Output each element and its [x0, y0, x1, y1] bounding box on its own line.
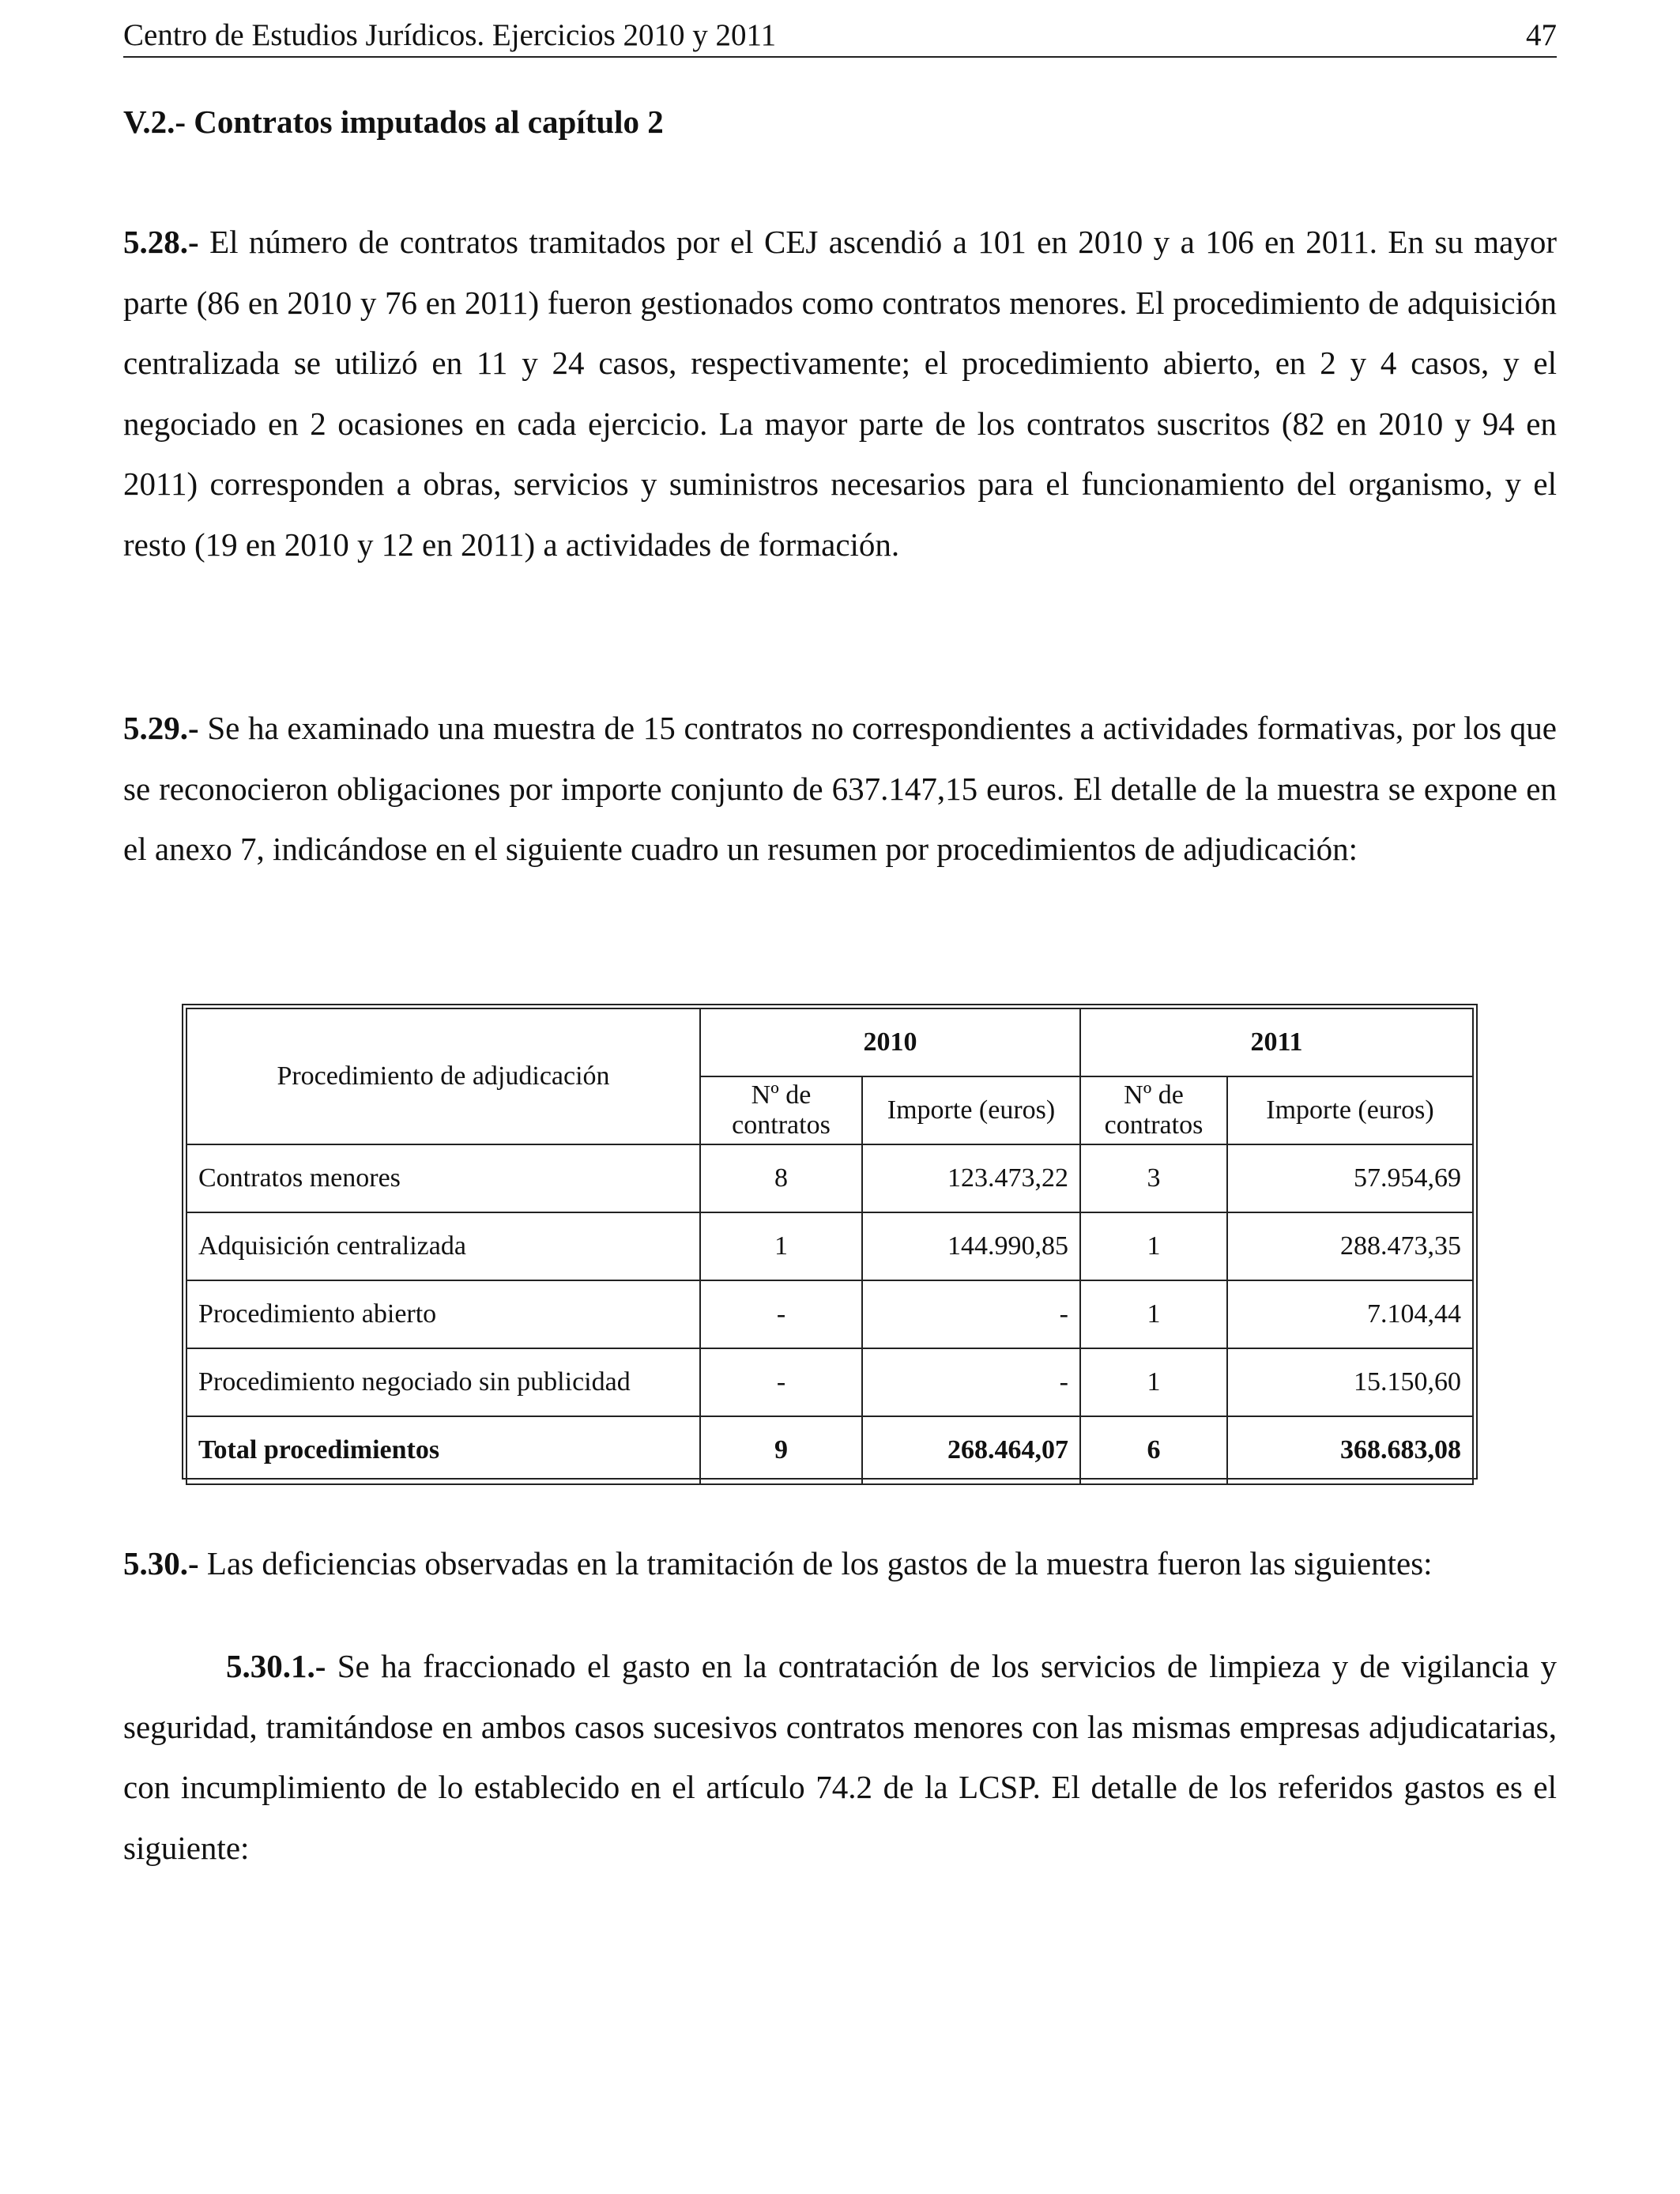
cell-amount-2010: - — [862, 1348, 1080, 1416]
cell-count-2011: 1 — [1080, 1280, 1227, 1348]
running-header — [123, 16, 1557, 58]
row-label: Adquisición centralizada — [186, 1212, 700, 1280]
summary-table-frame — [182, 1004, 1478, 1480]
paragraph-5-29 — [123, 698, 1557, 880]
total-count-2010: 9 — [700, 1416, 862, 1484]
cell-count-2010: 1 — [700, 1212, 862, 1280]
header-count-line2: contratos — [732, 1110, 831, 1140]
paragraph-number: 5.30.1.- — [226, 1648, 326, 1684]
total-label: Total procedimientos — [186, 1416, 700, 1484]
table-row — [186, 1280, 1473, 1348]
page-number: 47 — [1526, 18, 1557, 52]
row-label: Procedimiento abierto — [186, 1280, 700, 1348]
cell-amount-2010: - — [862, 1280, 1080, 1348]
table-row — [186, 1144, 1473, 1212]
cell-count-2010: 8 — [700, 1144, 862, 1212]
table-header-row — [186, 1008, 1473, 1076]
table-row — [186, 1348, 1473, 1416]
paragraph-text: Se ha examinado una muestra de 15 contratos no correspondientes a actividades formativas, por los que se reconocieron obligaciones por importe conjunto de 637.147,15 euros. El detalle de la muestra se expone en el anexo 7, indicándose en el siguiente cuadro un resumen por procedimientos de adjudicación: — [123, 710, 1557, 867]
header-amount-2011: Importe (euros) — [1227, 1076, 1473, 1144]
header-count-2011 — [1080, 1076, 1227, 1144]
header-year-2011: 2011 — [1080, 1008, 1473, 1076]
total-count-2011: 6 — [1080, 1416, 1227, 1484]
header-count-2010 — [700, 1076, 862, 1144]
cell-amount-2011: 57.954,69 — [1227, 1144, 1473, 1212]
summary-table — [186, 1008, 1474, 1485]
cell-amount-2011: 7.104,44 — [1227, 1280, 1473, 1348]
total-amount-2010: 268.464,07 — [862, 1416, 1080, 1484]
cell-count-2011: 1 — [1080, 1348, 1227, 1416]
paragraph-5-30-1 — [123, 1636, 1557, 1878]
paragraph-text: El número de contratos tramitados por el CEJ ascendió a 101 en 2010 y a 106 en 2011. En su mayor parte (86 en 2010 y 76 en 2011) fueron gestionados como contratos menores. El procedimiento de adquisición centralizada se utilizó en 11 y 24 casos, respectivamente; el procedimiento abierto, en 2 y 4 casos, y el negociado en 2 ocasiones en cada ejercicio. La mayor parte de los contratos suscritos (82 en 2010 y 94 en 2011) corresponden a obras, servicios y suministros necesarios para el funcionamiento del organismo, y el resto (19 en 2010 y 12 en 2011) a actividades de formación. — [123, 224, 1557, 563]
row-label: Contratos menores — [186, 1144, 700, 1212]
cell-count-2010: - — [700, 1280, 862, 1348]
cell-count-2011: 1 — [1080, 1212, 1227, 1280]
cell-amount-2011: 288.473,35 — [1227, 1212, 1473, 1280]
cell-amount-2010: 123.473,22 — [862, 1144, 1080, 1212]
table-total-row — [186, 1416, 1473, 1484]
cell-amount-2011: 15.150,60 — [1227, 1348, 1473, 1416]
header-count-line1: Nº de — [1124, 1080, 1184, 1110]
cell-count-2011: 3 — [1080, 1144, 1227, 1212]
paragraph-5-30 — [123, 1533, 1557, 1594]
header-count-line2: contratos — [1104, 1110, 1203, 1140]
paragraph-number: 5.29.- — [123, 710, 199, 746]
cell-amount-2010: 144.990,85 — [862, 1212, 1080, 1280]
paragraph-number: 5.30.- — [123, 1545, 199, 1581]
table-row — [186, 1212, 1473, 1280]
header-title: Centro de Estudios Jurídicos. Ejercicios 2010 y 2011 — [123, 18, 777, 52]
total-amount-2011: 368.683,08 — [1227, 1416, 1473, 1484]
section-title: V.2.- Contratos imputados al capítulo 2 — [123, 104, 664, 140]
header-count-line1: Nº de — [751, 1080, 812, 1110]
header-year-2010: 2010 — [700, 1008, 1080, 1076]
header-amount-2010: Importe (euros) — [862, 1076, 1080, 1144]
paragraph-text: Las deficiencias observadas en la tramitación de los gastos de la muestra fueron las siguientes: — [198, 1545, 1433, 1581]
cell-count-2010: - — [700, 1348, 862, 1416]
paragraph-number: 5.28.- — [123, 224, 199, 260]
header-procedure: Procedimiento de adjudicación — [186, 1008, 700, 1144]
paragraph-text: Se ha fraccionado el gasto en la contratación de los servicios de limpieza y de vigilancia y seguridad, tramitándose en ambos casos sucesivos contratos menores con las mismas empresas adjudicatarias, con incumplimiento de lo establecido en el artículo 74.2 de la LCSP. El detalle de los referidos gastos es el siguiente: — [123, 1648, 1557, 1866]
paragraph-5-28 — [123, 212, 1557, 575]
row-label: Procedimiento negociado sin publicidad — [186, 1348, 700, 1416]
